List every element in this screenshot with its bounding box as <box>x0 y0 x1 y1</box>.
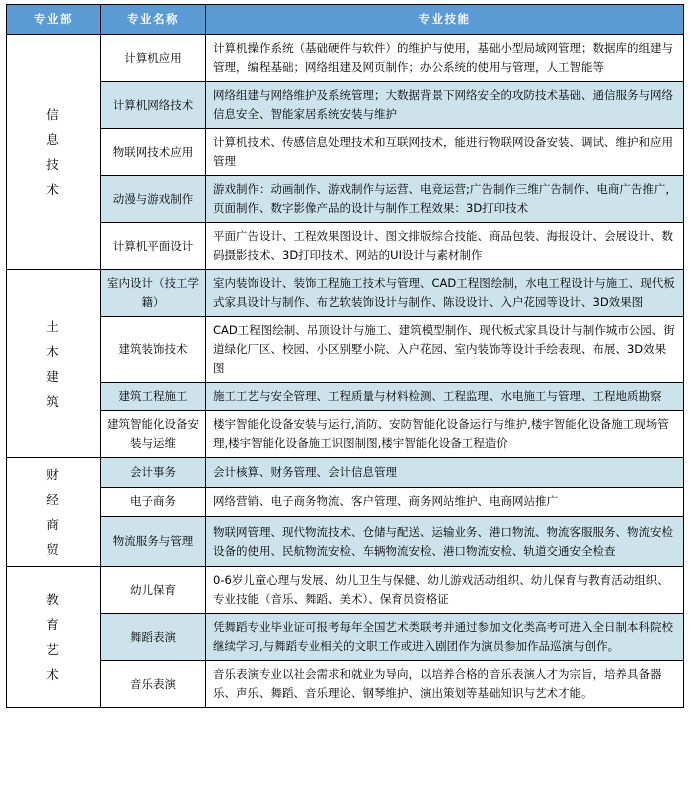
major-name-cell: 室内设计（技工学籍） <box>101 270 206 317</box>
major-name-cell: 物联网技术应用 <box>101 129 206 176</box>
major-name-cell: 计算机应用 <box>101 35 206 82</box>
table-row <box>7 35 684 82</box>
skills-cell: CAD工程图绘制、吊顶设计与施工、建筑模型制作、现代板式家具设计与制作城市公园、街道绿化厂区、校园、小区别墅小院、入户花园、室内装饰等设计手绘表现、布展、3D效果图 <box>206 317 684 383</box>
major-name-cell: 电子商务 <box>101 487 206 517</box>
header-skills: 专业技能 <box>206 5 684 35</box>
skills-cell: 会计核算、财务管理、会计信息管理 <box>206 458 684 488</box>
skills-cell: 施工工艺与安全管理、工程质量与材料检测、工程监理、水电施工与管理、工程地质勘察 <box>206 383 684 411</box>
department-char: 商 <box>46 517 61 532</box>
major-name-cell: 舞蹈表演 <box>101 614 206 661</box>
table-row <box>7 487 684 517</box>
department-cell <box>7 270 101 458</box>
skills-cell: 计算机操作系统（基础硬件与软件）的维护与使用，基础小型局域网管理；数据库的组建与管理，编程基础；网络组建及网页制作；办公系统的使用与管理，人工智能等 <box>206 35 684 82</box>
department-cell <box>7 567 101 708</box>
department-cell <box>7 458 101 567</box>
table-row <box>7 82 684 129</box>
major-name-cell: 建筑工程施工 <box>101 383 206 411</box>
department-char: 贸 <box>46 542 61 557</box>
skills-cell: 楼宇智能化设备安装与运行,消防、安防智能化设备运行与维护,楼宇智能化设备施工现场管理,楼宇智能化设备施工识图制图,楼宇智能化设备工程造价 <box>206 411 684 458</box>
department-char: 木 <box>46 343 61 359</box>
major-skills-table <box>6 4 684 708</box>
major-name-cell: 建筑智能化设备安装与运维 <box>101 411 206 458</box>
department-char: 建 <box>46 368 61 384</box>
table-row <box>7 661 684 708</box>
department-char: 育 <box>46 617 61 632</box>
major-name-cell: 物流服务与管理 <box>101 517 206 567</box>
major-name-cell: 计算机网络技术 <box>101 82 206 129</box>
department-char: 技 <box>46 157 61 172</box>
department-char: 筑 <box>46 393 61 409</box>
department-char: 财 <box>46 467 61 482</box>
major-name-cell: 建筑装饰技术 <box>101 317 206 383</box>
department-label <box>7 462 100 562</box>
department-char: 术 <box>46 182 61 197</box>
table-row <box>7 317 684 383</box>
skills-cell: 室内装饰设计、装饰工程施工技术与管理、CAD工程图绘制，水电工程设计与施工、现代板式家具设计与制作、布艺软装饰设计与制作、陈设设计、入户花园等设计、3D效果图 <box>206 270 684 317</box>
skills-cell: 音乐表演专业以社会需求和就业为导向，以培养合格的音乐表演人才为宗旨，培养具备器乐、声乐、舞蹈、音乐理论、钢琴维护、演出策划等基础知识与艺术才能。 <box>206 661 684 708</box>
skills-cell: 网络营销、电子商务物流、客户管理、商务网站维护、电商网站推广 <box>206 487 684 517</box>
skills-cell: 0-6岁儿童心理与发展、幼儿卫生与保健、幼儿游戏活动组织、幼儿保育与教育活动组织、专业技能（音乐、舞蹈、美术）、保育员资格证 <box>206 567 684 614</box>
department-char: 息 <box>46 132 61 147</box>
skills-cell: 网络组建与网络维护及系统管理；大数据背景下网络安全的攻防技术基础、通信服务与网络信息安全、智能家居系统安装与维护 <box>206 82 684 129</box>
major-name-cell: 动漫与游戏制作 <box>101 176 206 223</box>
header-row <box>7 5 684 35</box>
skills-cell: 游戏制作：动画制作、游戏制作与运营、电竞运营;广告制作三维广告制作、电商广告推广，页面制作、数字影像产品的设计与制作工程效果：3D打印技术 <box>206 176 684 223</box>
table-row <box>7 383 684 411</box>
department-char: 经 <box>46 492 61 507</box>
table-row <box>7 458 684 488</box>
department-cell <box>7 35 101 270</box>
department-char: 艺 <box>46 642 61 657</box>
table-body <box>7 35 684 708</box>
table-row <box>7 223 684 270</box>
major-name-cell: 计算机平面设计 <box>101 223 206 270</box>
table-row <box>7 614 684 661</box>
department-char: 教 <box>46 592 61 607</box>
header-department: 专业部 <box>7 5 101 35</box>
table-row <box>7 176 684 223</box>
major-name-cell: 会计事务 <box>101 458 206 488</box>
department-char: 术 <box>46 667 61 682</box>
department-label <box>7 587 100 687</box>
table-row <box>7 567 684 614</box>
department-char: 信 <box>46 107 61 122</box>
major-name-cell: 幼儿保育 <box>101 567 206 614</box>
table-header <box>7 5 684 35</box>
table-row <box>7 129 684 176</box>
major-name-cell: 音乐表演 <box>101 661 206 708</box>
header-major: 专业名称 <box>101 5 206 35</box>
department-char: 土 <box>46 318 61 334</box>
skills-cell: 平面广告设计、工程效果图设计、图文排版综合技能、商品包装、海报设计、会展设计、数码摄影技术、3D打印技术、网站的UI设计与素材制作 <box>206 223 684 270</box>
department-label <box>7 314 100 414</box>
skills-cell: 计算机技术、传感信息处理技术和互联网技术，能进行物联网设备安装、调试、维护和应用管理 <box>206 129 684 176</box>
skills-cell: 物联网管理、现代物流技术、仓储与配送、运输业务、港口物流、物流客服服务、物流安检设备的使用、民航物流安检、车辆物流安检、港口物流安检、轨道交通安全检查 <box>206 517 684 567</box>
table-row <box>7 411 684 458</box>
table-row <box>7 270 684 317</box>
department-label <box>7 102 100 202</box>
skills-cell: 凭舞蹈专业毕业证可报考每年全国艺术类联考并通过参加文化类高考可进入全日制本科院校继续学习,与舞蹈专业相关的文职工作或进入剧团作为演员参加作品巡演与创作。 <box>206 614 684 661</box>
table-row <box>7 517 684 567</box>
